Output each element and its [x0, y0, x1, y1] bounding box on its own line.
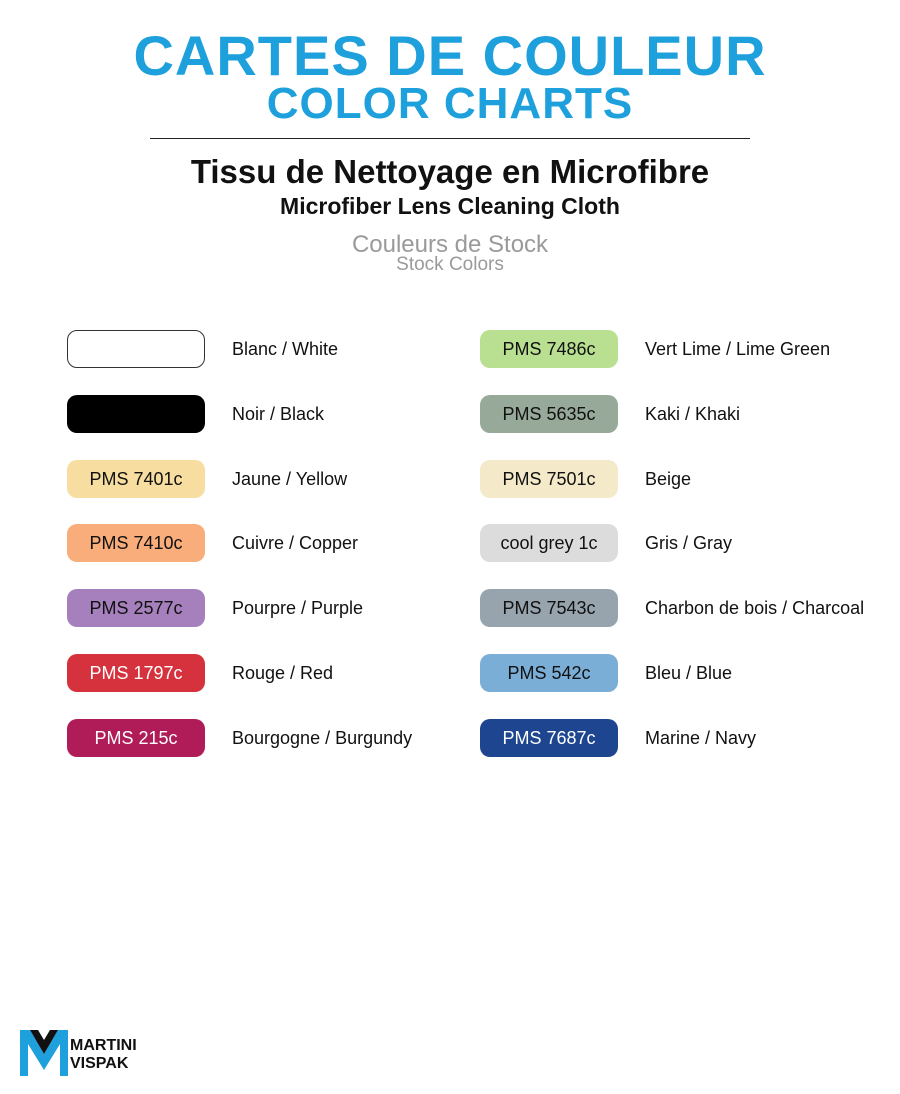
color-swatch: [67, 330, 205, 368]
color-swatch: PMS 7501c: [480, 460, 618, 498]
color-swatch: PMS 542c: [480, 654, 618, 692]
color-swatch: PMS 215c: [67, 719, 205, 757]
color-swatch: PMS 7401c: [67, 460, 205, 498]
chart-title-french: CARTES DE COULEUR: [133, 24, 767, 87]
color-name-label: Marine / Navy: [645, 727, 757, 748]
stock-colors-english: Stock Colors: [396, 254, 504, 275]
brand-name-line2: VISPAK: [70, 1055, 129, 1072]
color-swatch: PMS 1797c: [67, 654, 205, 692]
color-swatch: PMS 2577c: [67, 589, 205, 627]
product-name-french: Tissu de Nettoyage en Microfibre: [190, 153, 710, 190]
header-divider: [150, 138, 750, 139]
color-name-label: Rouge / Red: [232, 662, 334, 683]
color-name-label: Beige: [645, 468, 692, 489]
color-name-label: Bleu / Blue: [645, 662, 733, 683]
chart-title-english: COLOR CHARTS: [266, 79, 634, 128]
color-name-label: Charbon de bois / Charcoal: [645, 597, 865, 618]
color-name-label: Bourgogne / Burgundy: [232, 727, 413, 748]
color-name-label: Jaune / Yellow: [232, 468, 348, 489]
color-swatch: PMS 7410c: [67, 524, 205, 562]
brand-name-line1: MARTINI: [70, 1037, 137, 1054]
color-swatch: PMS 7486c: [480, 330, 618, 368]
color-name-label: Pourpre / Purple: [232, 597, 364, 618]
color-swatch: cool grey 1c: [480, 524, 618, 562]
color-swatch: PMS 5635c: [480, 395, 618, 433]
m-logo-icon: [20, 1030, 68, 1076]
color-swatch: PMS 7687c: [480, 719, 618, 757]
color-swatch: PMS 7543c: [480, 589, 618, 627]
product-name-english: Microfiber Lens Cleaning Cloth: [280, 193, 620, 219]
color-name-label: Kaki / Khaki: [645, 403, 741, 424]
color-name-label: Gris / Gray: [645, 532, 733, 553]
stock-colors-french: Couleurs de Stock: [351, 231, 549, 258]
color-name-label: Vert Lime / Lime Green: [645, 338, 831, 359]
color-swatch: [67, 395, 205, 433]
brand-logo: [20, 1030, 140, 1076]
color-name-label: Noir / Black: [232, 403, 325, 424]
color-name-label: Cuivre / Copper: [232, 532, 359, 553]
color-name-label: Blanc / White: [232, 338, 339, 359]
